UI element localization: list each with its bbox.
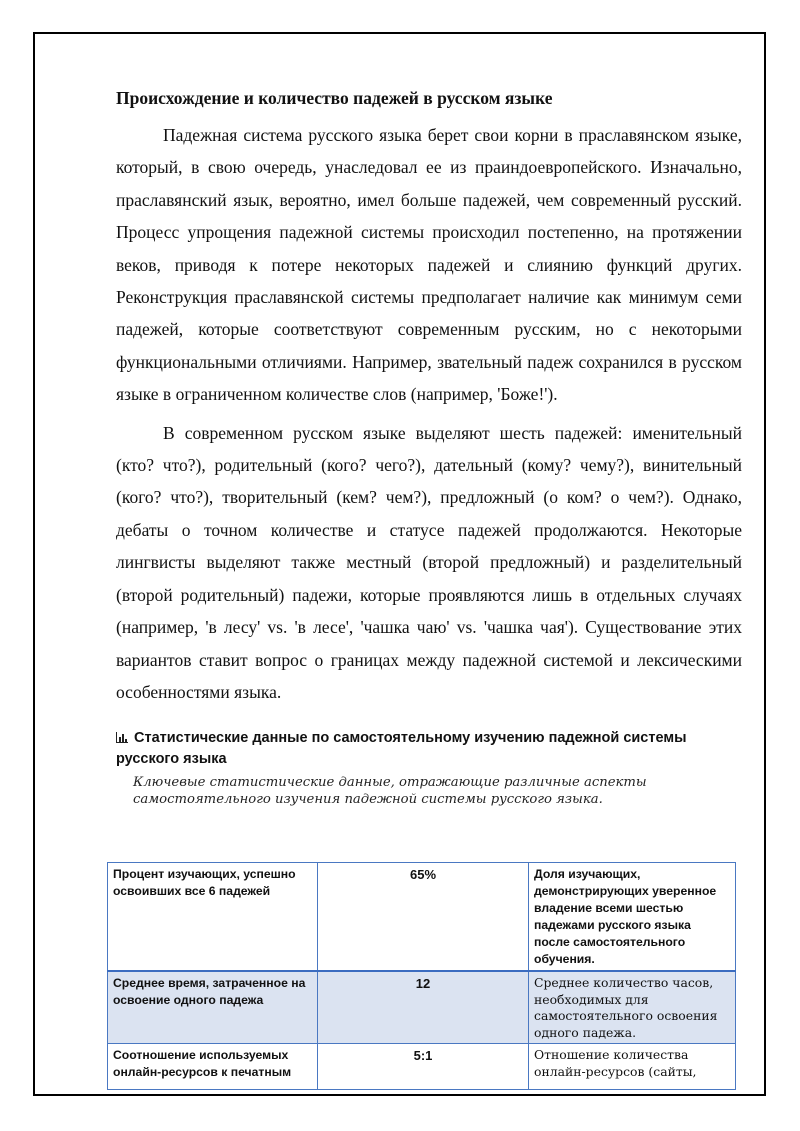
bar-chart-icon — [116, 732, 128, 743]
table-row — [108, 971, 736, 1044]
paragraph-origin: Падежная система русского языка берет свои корни в праславянском языке, который, в свою очередь, унаследовал ее из праиндоевропейского. Изначально, праславянский язык, вероятно, имел больше падежей, чем современный русский. Процесс упрощения падежной системы происходил постепенно, на протяжении веков, приводя к потере некоторых падежей и слиянию функций других. Реконструкция праславянской системы предполагает наличие как минимум семи падежей, которые соответствуют современным русским, но с некоторыми функциональными отличиями. Например, звательный падеж сохранился в русском языке в ограниченном количестве слов (например, 'Боже!'). — [116, 125, 742, 405]
stats-table-container — [107, 862, 736, 1079]
paragraph-modern-cases: В современном русском языке выделяют шесть падежей: именительный (кто? что?), родительный (кого? чего?), дательный (кому? чему?), винительный (кого? что?), творительный (кем? чем?), предложный (о ком? о чем?). Однако, дебаты о точном количестве и статусе падежей продолжаются. Некоторые лингвисты выделяют также местный (второй предложный) и разделительный (второй родительный) падежи, которые проявляются лишь в отдельных случаях (например, 'в лесу' vs. 'в лесе', 'чашка чаю' vs. 'чашка чая'). Существование этих вариантов ставит вопрос о границах между падежной системой и лексическими особенностями языка. — [116, 422, 742, 702]
stats-heading — [116, 728, 742, 770]
stats-subtitle: Ключевые статистические данные, отражающие различные аспекты самостоятельного изучения падежной системы русского языка. — [133, 775, 647, 808]
document-title: Происхождение и количество падежей в русском языке — [116, 88, 553, 108]
table-cell-description: Отношение количества онлайн-ресурсов (сайты, — [529, 1044, 736, 1090]
table-row — [108, 1044, 736, 1090]
table-cell-value: 5:1 — [318, 1044, 529, 1090]
table-cell-value: 12 — [318, 971, 529, 1044]
table-cell-description: Среднее количество часов, необходимых для самостоятельного освоения одного падежа. — [529, 971, 736, 1044]
table-cell-label: Соотношение используемых онлайн-ресурсов к печатным — [108, 1044, 318, 1090]
table-row — [108, 863, 736, 972]
table-cell-label: Процент изучающих, успешно освоивших все 6 падежей — [108, 863, 318, 972]
table-cell-value: 65% — [318, 863, 529, 972]
table-cell-description: Доля изучающих, демонстрирующих уверенное владение всеми шестью падежами русского языка после самостоятельного обучения. — [529, 863, 736, 972]
stats-heading-text: Статистические данные по самостоятельному изучению падежной системы русского языка — [116, 730, 687, 768]
stats-table — [107, 862, 736, 1090]
table-cell-label: Среднее время, затраченное на освоение одного падежа — [108, 971, 318, 1044]
document-body — [116, 84, 742, 814]
